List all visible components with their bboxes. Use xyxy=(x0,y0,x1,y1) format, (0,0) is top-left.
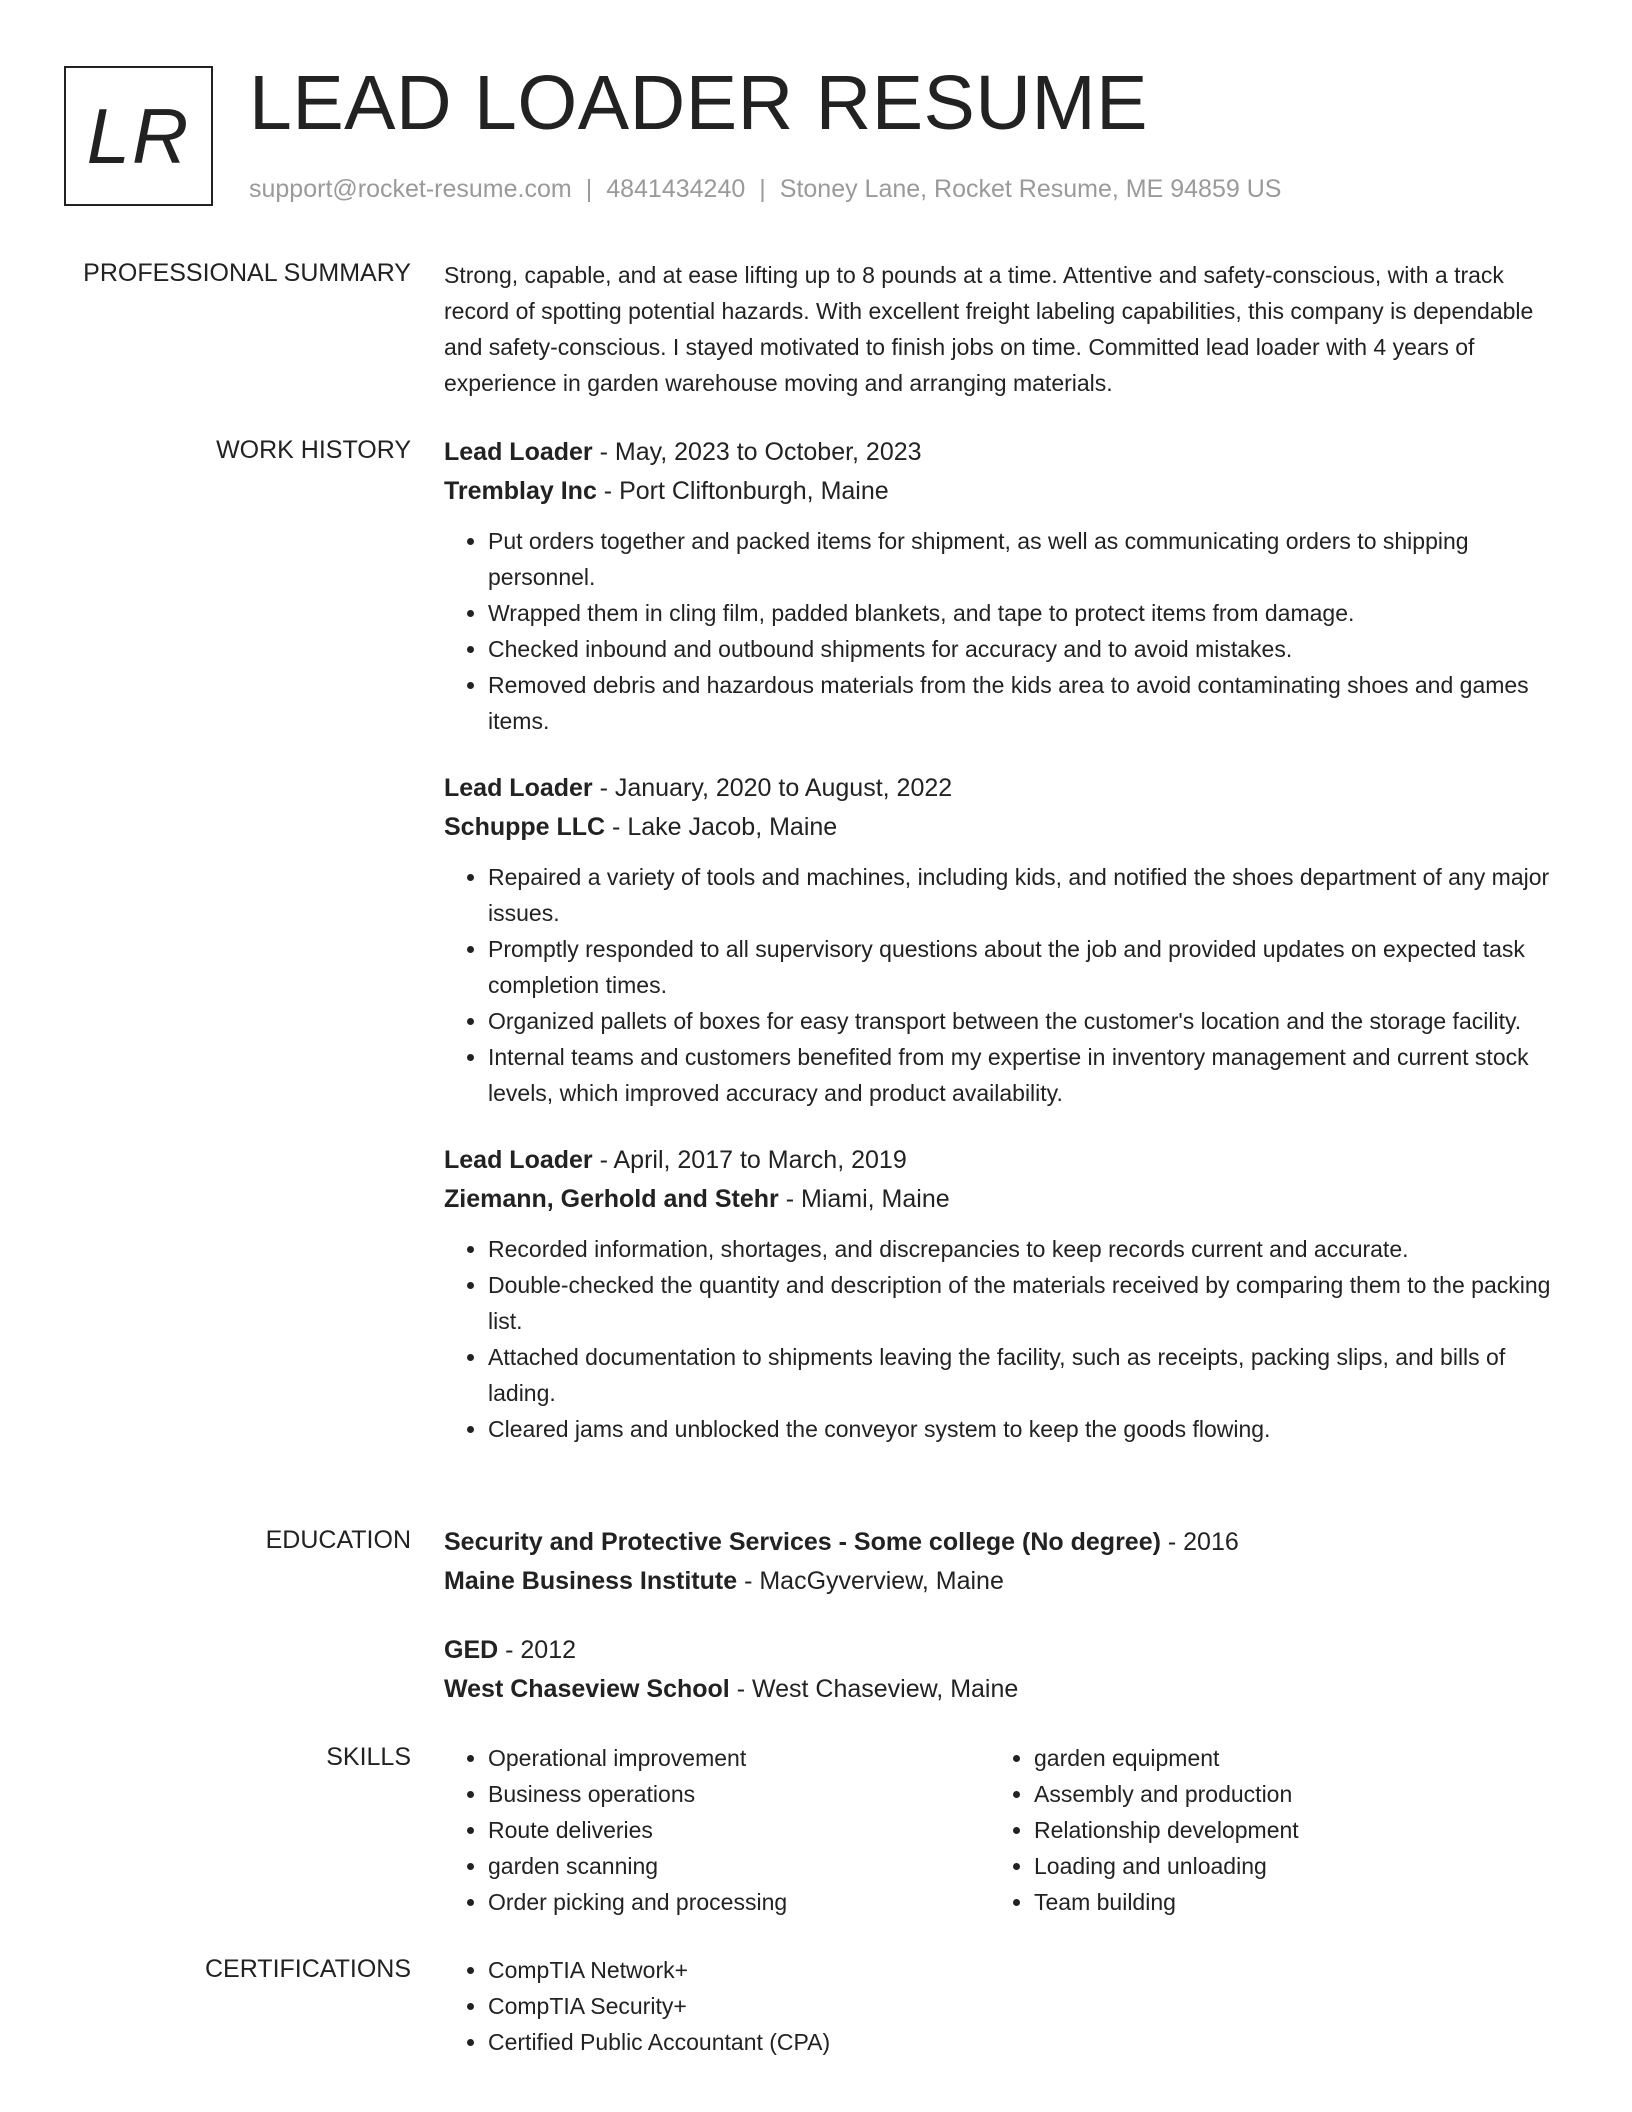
job-entry xyxy=(444,769,1556,1111)
education-year: - 2012 xyxy=(498,1636,577,1664)
skills-list-left xyxy=(444,1740,990,1920)
work-history-body xyxy=(444,433,1556,1447)
contact-phone[interactable]: 4841434240 xyxy=(606,175,746,203)
skill-item: • Order picking and processing xyxy=(488,1884,990,1920)
job-bullet: • Attached documentation to shipments leaving the facility, such as receipts, packing slips, and bills of lading. xyxy=(488,1339,1556,1411)
education-entry xyxy=(444,1523,1556,1601)
job-entry xyxy=(444,433,1556,739)
contact-separator: | xyxy=(585,175,593,203)
job-bullets xyxy=(444,523,1556,739)
skill-item: • Assembly and production xyxy=(1034,1776,1536,1812)
certification-item: • CompTIA Security+ xyxy=(488,1988,1556,2024)
job-bullet: • Internal teams and customers benefited from my expertise in inventory management and current stock levels, which improved accuracy and product availability. xyxy=(488,1039,1556,1111)
job-title: Lead Loader xyxy=(444,1146,593,1174)
job-company-line xyxy=(444,808,1556,847)
contact-address: Stoney Lane, Rocket Resume, ME 94859 US xyxy=(779,175,1282,203)
work-history-label: WORK HISTORY xyxy=(216,436,411,464)
skill-item: • Business operations xyxy=(488,1776,990,1812)
job-dates: - January, 2020 to August, 2022 xyxy=(592,774,953,802)
job-bullet: • Recorded information, shortages, and discrepancies to keep records current and accurate. xyxy=(488,1231,1556,1267)
certifications-list xyxy=(444,1952,1556,2060)
certifications-body xyxy=(444,1952,1556,2060)
job-title-line xyxy=(444,1141,1556,1180)
job-company-line xyxy=(444,472,1556,511)
job-bullet: • Organized pallets of boxes for easy transport between the customer's location and the storage facility. xyxy=(488,1003,1556,1039)
job-bullet: • Removed debris and hazardous materials from the kids area to avoid contaminating shoes and games items. xyxy=(488,667,1556,739)
job-company: Schuppe LLC xyxy=(444,813,606,841)
skill-item: • Team building xyxy=(1034,1884,1536,1920)
skills-body xyxy=(444,1740,1556,1920)
summary-label: PROFESSIONAL SUMMARY xyxy=(83,259,411,287)
contact-separator: | xyxy=(759,175,766,203)
education-school: West Chaseview School xyxy=(444,1675,730,1703)
job-bullet: • Checked inbound and outbound shipments for accuracy and to avoid mistakes. xyxy=(488,631,1556,667)
monogram-text: LR xyxy=(86,91,191,180)
summary-text: Strong, capable, and at ease lifting up to 8 pounds at a time. Attentive and safety-conscious, with a track record of spotting potential hazards. With excellent freight labeling capabilities, this company is dependable and safety-conscious. I stayed motivated to finish jobs on time. Committed lead loader with 4 years of experience in garden warehouse moving and arranging materials. xyxy=(444,262,1534,396)
skills-list-right xyxy=(990,1740,1536,1920)
job-dates: - May, 2023 to October, 2023 xyxy=(592,438,922,466)
education-degree-line xyxy=(444,1631,1556,1670)
job-location: - Lake Jacob, Maine xyxy=(605,813,838,841)
education-location: - MacGyverview, Maine xyxy=(737,1567,1004,1595)
job-bullet: • Double-checked the quantity and description of the materials received by comparing them to the packing list. xyxy=(488,1267,1556,1339)
job-bullet: • Wrapped them in cling film, padded blankets, and tape to protect items from damage. xyxy=(488,595,1556,631)
job-title-line xyxy=(444,769,1556,808)
skill-item: • garden scanning xyxy=(488,1848,990,1884)
education-degree-line xyxy=(444,1523,1556,1562)
job-location: - Port Cliftonburgh, Maine xyxy=(596,477,889,505)
certifications-label: CERTIFICATIONS xyxy=(204,1955,411,1983)
skills-label: SKILLS xyxy=(326,1743,411,1771)
education-degree: GED xyxy=(444,1636,499,1664)
certification-item: • CompTIA Network+ xyxy=(488,1952,1556,1988)
skill-item: • Loading and unloading xyxy=(1034,1848,1536,1884)
certification-item: • Certified Public Accountant (CPA) xyxy=(488,2024,1556,2060)
skill-item: • garden equipment xyxy=(1034,1740,1536,1776)
monogram-logo xyxy=(64,66,213,206)
education-school-line xyxy=(444,1670,1556,1709)
resume-title: LEAD LOADER RESUME xyxy=(249,60,1149,146)
job-dates: - April, 2017 to March, 2019 xyxy=(592,1146,907,1174)
education-school: Maine Business Institute xyxy=(444,1567,738,1595)
job-company: Ziemann, Gerhold and Stehr xyxy=(444,1185,779,1213)
education-year: - 2016 xyxy=(1160,1528,1239,1556)
job-location: - Miami, Maine xyxy=(778,1185,950,1213)
job-title-line xyxy=(444,433,1556,472)
education-location: - West Chaseview, Maine xyxy=(729,1675,1019,1703)
skill-item: • Operational improvement xyxy=(488,1740,990,1776)
job-bullets xyxy=(444,859,1556,1111)
job-bullet: • Repaired a variety of tools and machines, including kids, and notified the shoes department of any major issues. xyxy=(488,859,1556,931)
education-degree: Security and Protective Services - Some college (No degree) xyxy=(444,1528,1161,1556)
job-bullet: • Put orders together and packed items for shipment, as well as communicating orders to shipping personnel. xyxy=(488,523,1556,595)
education-body xyxy=(444,1523,1556,1709)
skill-item: • Route deliveries xyxy=(488,1812,990,1848)
skill-item: • Relationship development xyxy=(1034,1812,1536,1848)
job-bullets xyxy=(444,1231,1556,1447)
skills-columns xyxy=(444,1740,1556,1920)
education-school-line xyxy=(444,1562,1556,1601)
summary-body xyxy=(444,257,1556,401)
contact-line xyxy=(249,172,1281,206)
job-company: Tremblay Inc xyxy=(444,477,597,505)
job-entry xyxy=(444,1141,1556,1447)
education-entry xyxy=(444,1631,1556,1709)
job-title: Lead Loader xyxy=(444,438,593,466)
job-bullet: • Promptly responded to all supervisory questions about the job and provided updates on expected task completion times. xyxy=(488,931,1556,1003)
education-label: EDUCATION xyxy=(265,1526,411,1554)
job-title: Lead Loader xyxy=(444,774,593,802)
job-bullet: • Cleared jams and unblocked the conveyor system to keep the goods flowing. xyxy=(488,1411,1556,1447)
job-company-line xyxy=(444,1180,1556,1219)
contact-email[interactable]: support@rocket-resume.com xyxy=(249,175,572,203)
